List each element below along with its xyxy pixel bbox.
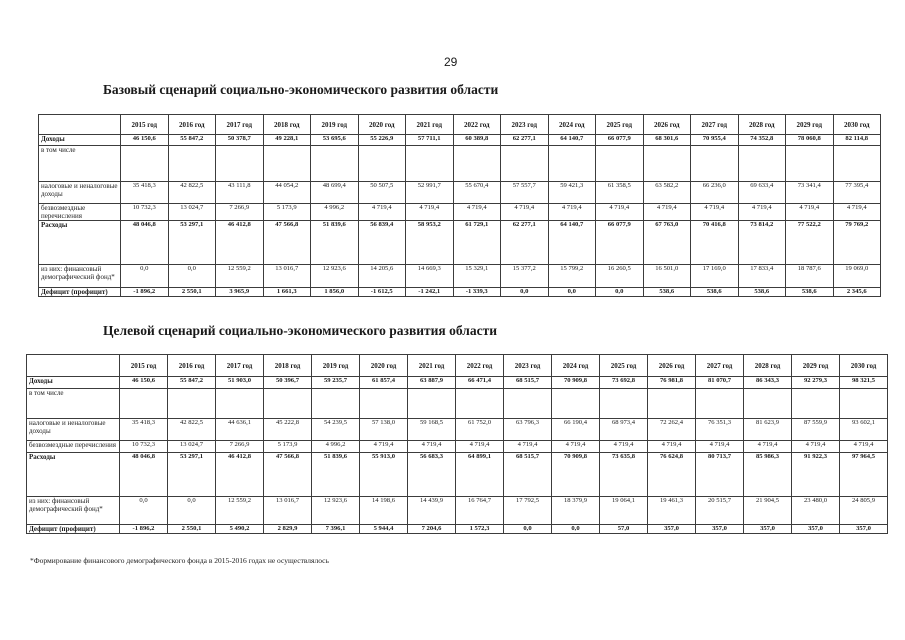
- value-cell: 51 903,0: [216, 377, 264, 389]
- year-header-cell: 2022 год: [456, 355, 504, 377]
- value-cell: 77 522,2: [786, 221, 834, 265]
- value-cell: 63 887,9: [408, 377, 456, 389]
- year-header-cell: 2029 год: [792, 355, 840, 377]
- value-cell: 64 140,7: [548, 221, 596, 265]
- value-cell: 73 341,4: [786, 182, 834, 204]
- value-cell: 72 262,4: [648, 419, 696, 441]
- value-cell: [643, 146, 691, 182]
- value-cell: [264, 389, 312, 419]
- value-cell: 50 396,7: [264, 377, 312, 389]
- year-header-cell: 2025 год: [596, 115, 644, 135]
- header-row: [39, 115, 881, 135]
- value-cell: 17 833,4: [738, 265, 786, 288]
- year-header-cell: 2028 год: [738, 115, 786, 135]
- value-cell: 66 190,4: [552, 419, 600, 441]
- value-cell: -1 612,5: [358, 288, 406, 297]
- expenses-row: [27, 453, 888, 497]
- year-header-cell: 2016 год: [168, 115, 216, 135]
- value-cell: 357,0: [648, 525, 696, 534]
- value-cell: [648, 389, 696, 419]
- value-cell: 82 114,8: [833, 135, 881, 146]
- value-cell: 14 198,6: [360, 497, 408, 525]
- value-cell: 357,0: [744, 525, 792, 534]
- value-cell: 62 277,1: [501, 135, 549, 146]
- value-cell: 51 839,6: [311, 221, 359, 265]
- value-cell: 2 345,6: [833, 288, 881, 297]
- value-cell: [406, 146, 454, 182]
- row-label-cell: в том числе: [39, 146, 121, 182]
- value-cell: 68 973,4: [600, 419, 648, 441]
- value-cell: [552, 389, 600, 419]
- value-cell: [168, 389, 216, 419]
- value-cell: 91 922,3: [792, 453, 840, 497]
- deficit-row: [27, 525, 888, 534]
- value-cell: 55 913,0: [360, 453, 408, 497]
- row-label-cell: Расходы: [27, 453, 120, 497]
- value-cell: 77 395,4: [833, 182, 881, 204]
- value-cell: 4 719,4: [360, 441, 408, 453]
- value-cell: 70 955,4: [691, 135, 739, 146]
- header-corner-cell: [27, 355, 120, 377]
- value-cell: 57,0: [600, 525, 648, 534]
- row-label-cell: из них: финансовый демографический фонд*: [27, 497, 120, 525]
- value-cell: 12 559,2: [216, 497, 264, 525]
- target-scenario-title: Целевой сценарий социально-экономического развития области: [103, 323, 497, 338]
- value-cell: 4 719,4: [792, 441, 840, 453]
- value-cell: 35 418,3: [120, 419, 168, 441]
- year-header-cell: 2026 год: [648, 355, 696, 377]
- value-cell: 7 266,9: [216, 204, 264, 221]
- value-cell: 4 719,4: [738, 204, 786, 221]
- value-cell: 61 752,0: [456, 419, 504, 441]
- value-cell: 0,0: [168, 497, 216, 525]
- value-cell: 0,0: [504, 525, 552, 534]
- value-cell: -1 896,2: [121, 288, 169, 297]
- value-cell: 56 683,3: [408, 453, 456, 497]
- year-header-cell: 2020 год: [358, 115, 406, 135]
- value-cell: 49 228,1: [263, 135, 311, 146]
- value-cell: 18 379,9: [552, 497, 600, 525]
- row-label-cell: Расходы: [39, 221, 121, 265]
- value-cell: 12 923,6: [311, 265, 359, 288]
- value-cell: 81 623,9: [744, 419, 792, 441]
- row-label-cell: Доходы: [27, 377, 120, 389]
- year-header-cell: 2030 год: [833, 115, 881, 135]
- value-cell: 4 996,2: [312, 441, 360, 453]
- value-cell: 50 507,5: [358, 182, 406, 204]
- value-cell: 55 847,2: [168, 135, 216, 146]
- value-cell: 0,0: [548, 288, 596, 297]
- value-cell: 62 277,1: [501, 221, 549, 265]
- value-cell: 16 501,0: [643, 265, 691, 288]
- value-cell: [120, 389, 168, 419]
- value-cell: 45 222,8: [264, 419, 312, 441]
- value-cell: [360, 389, 408, 419]
- row-label-cell: из них: финансовый демографический фонд*: [39, 265, 121, 288]
- value-cell: 59 421,3: [548, 182, 596, 204]
- value-cell: [738, 146, 786, 182]
- year-header-cell: 2029 год: [786, 115, 834, 135]
- value-cell: 43 111,8: [216, 182, 264, 204]
- value-cell: 4 719,4: [408, 441, 456, 453]
- value-cell: 21 904,5: [744, 497, 792, 525]
- row-label-cell: налоговые и неналоговые доходы: [39, 182, 121, 204]
- value-cell: 13 024,7: [168, 441, 216, 453]
- value-cell: 42 822,5: [168, 419, 216, 441]
- row-label-cell: Доходы: [39, 135, 121, 146]
- year-header-cell: 2028 год: [744, 355, 792, 377]
- value-cell: [792, 389, 840, 419]
- year-header-cell: 2015 год: [121, 115, 169, 135]
- value-cell: 61 729,1: [453, 221, 501, 265]
- value-cell: 59 168,5: [408, 419, 456, 441]
- row-label-cell: в том числе: [27, 389, 120, 419]
- value-cell: 7 204,6: [408, 525, 456, 534]
- row-label-cell: Дефицит (профицит): [39, 288, 121, 297]
- year-header-cell: 2021 год: [406, 115, 454, 135]
- base-scenario-title: Базовый сценарий социально-экономического развития области: [103, 82, 499, 97]
- value-cell: 0,0: [552, 525, 600, 534]
- value-cell: [263, 146, 311, 182]
- value-cell: 4 719,4: [552, 441, 600, 453]
- value-cell: 17 169,0: [691, 265, 739, 288]
- value-cell: 66 236,0: [691, 182, 739, 204]
- value-cell: 4 719,4: [406, 204, 454, 221]
- value-cell: 357,0: [792, 525, 840, 534]
- value-cell: 60 389,8: [453, 135, 501, 146]
- income-row: [27, 377, 888, 389]
- row-label-cell: безвозмездные перечисления: [27, 441, 120, 453]
- value-cell: 70 416,8: [691, 221, 739, 265]
- value-cell: 67 763,0: [643, 221, 691, 265]
- value-cell: 4 719,4: [840, 441, 888, 453]
- value-cell: 1 572,3: [456, 525, 504, 534]
- value-cell: 44 636,1: [216, 419, 264, 441]
- value-cell: 4 719,4: [504, 441, 552, 453]
- value-cell: 13 024,7: [168, 204, 216, 221]
- value-cell: 48 699,4: [311, 182, 359, 204]
- value-cell: 87 559,9: [792, 419, 840, 441]
- value-cell: [312, 389, 360, 419]
- value-cell: 4 719,4: [358, 204, 406, 221]
- value-cell: 68 515,7: [504, 453, 552, 497]
- demographic-fund-row: [39, 265, 881, 288]
- value-cell: 4 719,4: [548, 204, 596, 221]
- value-cell: 5 944,4: [360, 525, 408, 534]
- base-scenario-table: [38, 114, 881, 297]
- value-cell: 85 986,3: [744, 453, 792, 497]
- year-header-cell: 2019 год: [312, 355, 360, 377]
- subheading-row: [27, 389, 888, 419]
- value-cell: [548, 146, 596, 182]
- value-cell: 23 480,0: [792, 497, 840, 525]
- value-cell: 538,6: [786, 288, 834, 297]
- value-cell: 12 559,2: [216, 265, 264, 288]
- value-cell: 4 719,4: [453, 204, 501, 221]
- value-cell: 4 996,2: [311, 204, 359, 221]
- value-cell: 66 471,4: [456, 377, 504, 389]
- deficit-row: [39, 288, 881, 297]
- value-cell: 10 732,3: [120, 441, 168, 453]
- value-cell: [833, 146, 881, 182]
- value-cell: 66 077,9: [596, 135, 644, 146]
- value-cell: 19 461,3: [648, 497, 696, 525]
- value-cell: 79 769,2: [833, 221, 881, 265]
- value-cell: 86 343,3: [744, 377, 792, 389]
- year-header-cell: 2023 год: [501, 115, 549, 135]
- value-cell: 73 814,2: [738, 221, 786, 265]
- value-cell: 12 923,6: [312, 497, 360, 525]
- demographic-fund-row: [27, 497, 888, 525]
- year-header-cell: 2018 год: [263, 115, 311, 135]
- value-cell: 57 711,1: [406, 135, 454, 146]
- target-scenario-table: [26, 354, 888, 534]
- value-cell: 18 787,6: [786, 265, 834, 288]
- tax-income-row: [39, 182, 881, 204]
- value-cell: [840, 389, 888, 419]
- value-cell: [456, 389, 504, 419]
- value-cell: 68 301,6: [643, 135, 691, 146]
- value-cell: 42 822,5: [168, 182, 216, 204]
- income-row: [39, 135, 881, 146]
- value-cell: 55 226,9: [358, 135, 406, 146]
- subheading-row: [39, 146, 881, 182]
- value-cell: 53 695,6: [311, 135, 359, 146]
- value-cell: [691, 146, 739, 182]
- year-header-cell: 2027 год: [691, 115, 739, 135]
- value-cell: 35 418,3: [121, 182, 169, 204]
- year-header-cell: 2018 год: [264, 355, 312, 377]
- value-cell: 53 297,1: [168, 221, 216, 265]
- value-cell: [311, 146, 359, 182]
- value-cell: 44 054,2: [263, 182, 311, 204]
- value-cell: 4 719,4: [786, 204, 834, 221]
- value-cell: 4 719,4: [600, 441, 648, 453]
- value-cell: 14 669,3: [406, 265, 454, 288]
- value-cell: 0,0: [120, 497, 168, 525]
- value-cell: 538,6: [643, 288, 691, 297]
- year-header-cell: 2017 год: [216, 355, 264, 377]
- value-cell: 46 150,6: [120, 377, 168, 389]
- value-cell: -1 339,3: [453, 288, 501, 297]
- value-cell: 13 016,7: [264, 497, 312, 525]
- value-cell: 2 829,9: [264, 525, 312, 534]
- value-cell: 0,0: [501, 288, 549, 297]
- year-header-cell: 2020 год: [360, 355, 408, 377]
- value-cell: 47 566,8: [263, 221, 311, 265]
- value-cell: 59 235,7: [312, 377, 360, 389]
- value-cell: -1 896,2: [120, 525, 168, 534]
- value-cell: 1 856,0: [311, 288, 359, 297]
- value-cell: 14 205,6: [358, 265, 406, 288]
- value-cell: [696, 389, 744, 419]
- value-cell: [216, 389, 264, 419]
- value-cell: 14 439,9: [408, 497, 456, 525]
- value-cell: 15 799,2: [548, 265, 596, 288]
- value-cell: 76 981,8: [648, 377, 696, 389]
- value-cell: 5 173,9: [263, 204, 311, 221]
- value-cell: 7 266,9: [216, 441, 264, 453]
- expenses-row: [39, 221, 881, 265]
- value-cell: 7 396,1: [312, 525, 360, 534]
- value-cell: 80 713,7: [696, 453, 744, 497]
- value-cell: 70 909,8: [552, 453, 600, 497]
- row-label-cell: налоговые и неналоговые доходы: [27, 419, 120, 441]
- year-header-cell: 2021 год: [408, 355, 456, 377]
- value-cell: [786, 146, 834, 182]
- value-cell: 63 796,3: [504, 419, 552, 441]
- value-cell: 538,6: [738, 288, 786, 297]
- value-cell: 357,0: [840, 525, 888, 534]
- value-cell: 63 582,2: [643, 182, 691, 204]
- value-cell: 98 321,5: [840, 377, 888, 389]
- value-cell: 54 239,5: [312, 419, 360, 441]
- value-cell: 46 412,8: [216, 221, 264, 265]
- value-cell: [216, 146, 264, 182]
- value-cell: 16 260,5: [596, 265, 644, 288]
- value-cell: 3 965,9: [216, 288, 264, 297]
- value-cell: 55 847,2: [168, 377, 216, 389]
- value-cell: 48 046,8: [121, 221, 169, 265]
- value-cell: 46 150,6: [121, 135, 169, 146]
- value-cell: -1 242,1: [406, 288, 454, 297]
- value-cell: [408, 389, 456, 419]
- row-label-cell: безвозмездные перечисления: [39, 204, 121, 221]
- value-cell: 15 377,2: [501, 265, 549, 288]
- year-header-cell: 2015 год: [120, 355, 168, 377]
- value-cell: 57 557,7: [501, 182, 549, 204]
- value-cell: 51 839,6: [312, 453, 360, 497]
- value-cell: 53 297,1: [168, 453, 216, 497]
- value-cell: 2 550,1: [168, 288, 216, 297]
- value-cell: 16 764,7: [456, 497, 504, 525]
- value-cell: 61 857,4: [360, 377, 408, 389]
- value-cell: 93 602,1: [840, 419, 888, 441]
- value-cell: 538,6: [691, 288, 739, 297]
- value-cell: 78 060,8: [786, 135, 834, 146]
- header-row: [27, 355, 888, 377]
- value-cell: 97 964,5: [840, 453, 888, 497]
- year-header-cell: 2019 год: [311, 115, 359, 135]
- value-cell: 70 909,8: [552, 377, 600, 389]
- value-cell: 61 358,5: [596, 182, 644, 204]
- value-cell: 58 953,2: [406, 221, 454, 265]
- value-cell: 0,0: [121, 265, 169, 288]
- value-cell: 0,0: [168, 265, 216, 288]
- value-cell: 24 805,9: [840, 497, 888, 525]
- value-cell: 4 719,4: [744, 441, 792, 453]
- year-header-cell: 2023 год: [504, 355, 552, 377]
- value-cell: 10 732,3: [121, 204, 169, 221]
- value-cell: 56 839,4: [358, 221, 406, 265]
- value-cell: [121, 146, 169, 182]
- value-cell: 74 352,8: [738, 135, 786, 146]
- transfers-row: [39, 204, 881, 221]
- value-cell: 73 635,8: [600, 453, 648, 497]
- year-header-cell: 2024 год: [548, 115, 596, 135]
- value-cell: 4 719,4: [833, 204, 881, 221]
- value-cell: 357,0: [696, 525, 744, 534]
- value-cell: 4 719,4: [643, 204, 691, 221]
- value-cell: 66 077,9: [596, 221, 644, 265]
- value-cell: 4 719,4: [691, 204, 739, 221]
- row-label-cell: Дефицит (профицит): [27, 525, 120, 534]
- value-cell: 5 173,9: [264, 441, 312, 453]
- value-cell: [600, 389, 648, 419]
- value-cell: [358, 146, 406, 182]
- value-cell: 81 070,7: [696, 377, 744, 389]
- header-corner-cell: [39, 115, 121, 135]
- value-cell: 52 991,7: [406, 182, 454, 204]
- value-cell: 50 378,7: [216, 135, 264, 146]
- year-header-cell: 2024 год: [552, 355, 600, 377]
- year-header-cell: 2022 год: [453, 115, 501, 135]
- value-cell: 76 624,8: [648, 453, 696, 497]
- value-cell: 48 046,8: [120, 453, 168, 497]
- year-header-cell: 2030 год: [840, 355, 888, 377]
- value-cell: 13 016,7: [263, 265, 311, 288]
- value-cell: 47 566,8: [264, 453, 312, 497]
- value-cell: 2 550,1: [168, 525, 216, 534]
- value-cell: [504, 389, 552, 419]
- value-cell: 19 064,1: [600, 497, 648, 525]
- year-header-cell: 2016 год: [168, 355, 216, 377]
- value-cell: 17 792,5: [504, 497, 552, 525]
- value-cell: 46 412,8: [216, 453, 264, 497]
- value-cell: 76 351,3: [696, 419, 744, 441]
- value-cell: 19 069,0: [833, 265, 881, 288]
- value-cell: 73 692,8: [600, 377, 648, 389]
- tax-income-row: [27, 419, 888, 441]
- value-cell: [453, 146, 501, 182]
- value-cell: [596, 146, 644, 182]
- value-cell: 57 138,0: [360, 419, 408, 441]
- value-cell: 4 719,4: [501, 204, 549, 221]
- transfers-row: [27, 441, 888, 453]
- value-cell: 69 633,4: [738, 182, 786, 204]
- value-cell: 20 515,7: [696, 497, 744, 525]
- value-cell: 4 719,4: [696, 441, 744, 453]
- value-cell: 4 719,4: [596, 204, 644, 221]
- value-cell: [744, 389, 792, 419]
- value-cell: [501, 146, 549, 182]
- value-cell: 55 670,4: [453, 182, 501, 204]
- value-cell: [168, 146, 216, 182]
- value-cell: 1 661,3: [263, 288, 311, 297]
- value-cell: 15 329,1: [453, 265, 501, 288]
- page-number: 29: [444, 55, 458, 69]
- footnote: *Формирование финансового демографического фонда в 2015-2016 годах не осуществлялось: [30, 556, 329, 565]
- value-cell: 64 140,7: [548, 135, 596, 146]
- value-cell: 4 719,4: [648, 441, 696, 453]
- year-header-cell: 2026 год: [643, 115, 691, 135]
- value-cell: 64 899,1: [456, 453, 504, 497]
- value-cell: 92 279,3: [792, 377, 840, 389]
- year-header-cell: 2025 год: [600, 355, 648, 377]
- value-cell: 0,0: [596, 288, 644, 297]
- value-cell: 4 719,4: [456, 441, 504, 453]
- value-cell: 5 490,2: [216, 525, 264, 534]
- value-cell: 68 515,7: [504, 377, 552, 389]
- year-header-cell: 2017 год: [216, 115, 264, 135]
- year-header-cell: 2027 год: [696, 355, 744, 377]
